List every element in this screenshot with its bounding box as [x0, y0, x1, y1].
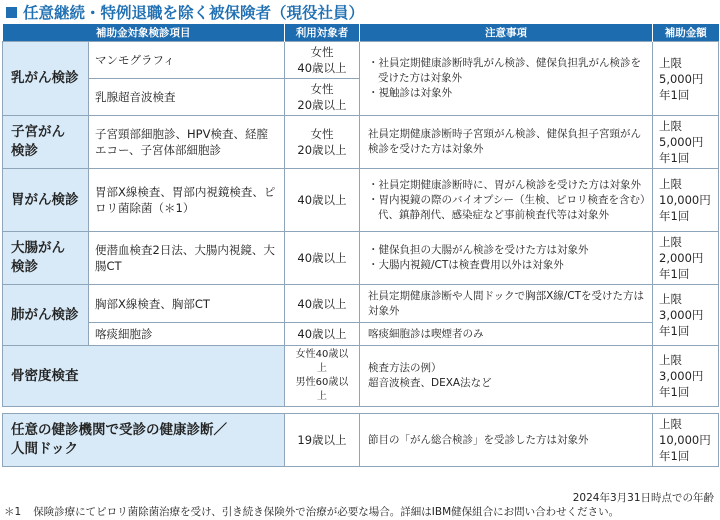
- table-row: [3, 169, 719, 232]
- table-row: [3, 232, 719, 285]
- note-item: ・ 大腸内視鏡/CTは検査費用以外は対象外: [368, 258, 646, 273]
- table-spacer: [3, 407, 719, 414]
- footnote-text: 保険診療にてピロリ菌除菌治療を受け、引き続き保険外で治療が必要な場合。詳細はIBM健保組合にお問い合わせください。: [33, 506, 620, 518]
- notes-bone: 検査方法の例） 超音波検査、DEXA法など: [360, 346, 653, 407]
- amount-checkup: 上限 10,000円 年1回: [653, 414, 719, 467]
- category-breast: 乳がん検診: [3, 42, 89, 116]
- amount-bone: 上限 3,000円 年1回: [653, 346, 719, 407]
- amount-bowel: 上限 2,000円 年1回: [653, 232, 719, 285]
- table-row: [3, 323, 719, 346]
- table-row: [3, 116, 719, 169]
- item-bowel: 便潜血検査2日法、大腸内視鏡、大腸CT: [89, 232, 285, 285]
- subsidy-table: [2, 24, 719, 467]
- users-sputum: 40歳以上: [285, 323, 360, 346]
- notes-lung-xray: 社員定期健康診断や人間ドックで胸部X線/CTを受けた方は対象外: [360, 285, 653, 323]
- category-bowel: 大腸がん 検診: [3, 232, 89, 285]
- amount-stomach: 上限 10,000円 年1回: [653, 169, 719, 232]
- as-of-note: 2024年3月31日時点での年齢: [572, 492, 714, 504]
- users-mammography: 女性 40歳以上: [285, 42, 360, 79]
- note-item: ・ 社員定期健康診断時に、胃がん検診を受けた方は対象外: [368, 178, 646, 193]
- item-stomach: 胃部X線検査、胃部内視鏡検査、ピロリ菌除菌（＊1）: [89, 169, 285, 232]
- note-item: ・ 胃内視鏡の際のバイオプシー（生検、ピロリ検査を含む）代、鎮静剤代、感染症など事前検査代等は対象外: [368, 193, 646, 223]
- users-bowel: 40歳以上: [285, 232, 360, 285]
- table-header-row: [3, 24, 719, 42]
- page-title-text: 任意継続・特例退職を除く被保険者（現役社員）: [23, 4, 365, 22]
- table-row: [3, 414, 719, 467]
- category-uterus: 子宮がん 検診: [3, 116, 89, 169]
- notes-list: [368, 56, 646, 101]
- users-bone: 女性40歳以上 男性60歳以上: [285, 346, 360, 407]
- item-ultrasound: 乳腺超音波検査: [89, 79, 285, 116]
- header-items: 補助金対象検診項目: [3, 24, 285, 42]
- item-sputum: 喀痰細胞診: [89, 323, 285, 346]
- item-lung-xray: 胸部X線検査、胸部CT: [89, 285, 285, 323]
- users-uterus: 女性 20歳以上: [285, 116, 360, 169]
- header-users: 利用対象者: [285, 24, 360, 42]
- notes-stomach: [360, 169, 653, 232]
- notes-list: [368, 178, 646, 223]
- users-checkup: 19歳以上: [285, 414, 360, 467]
- notes-bowel: [360, 232, 653, 285]
- footnote: [4, 504, 619, 519]
- users-stomach: 40歳以上: [285, 169, 360, 232]
- users-lung-xray: 40歳以上: [285, 285, 360, 323]
- users-ultrasound: 女性 20歳以上: [285, 79, 360, 116]
- title-square-icon: [6, 7, 17, 18]
- category-stomach: 胃がん検診: [3, 169, 89, 232]
- item-mammography: マンモグラフィ: [89, 42, 285, 79]
- notes-breast: [360, 42, 653, 116]
- header-amount: 補助金額: [653, 24, 719, 42]
- category-checkup: 任意の健診機関で受診の健康診断／ 人間ドック: [3, 414, 285, 467]
- table-row: [3, 42, 719, 79]
- amount-lung: 上限 3,000円 年1回: [653, 285, 719, 346]
- footnote-mark: ＊1: [4, 506, 22, 518]
- note-item: ・ 社員定期健康診断時乳がん検診、健保負担乳がん検診を受けた方は対象外: [368, 56, 646, 86]
- category-lung: 肺がん検診: [3, 285, 89, 346]
- note-item: ・ 視触診は対象外: [368, 86, 646, 101]
- page-title: [6, 2, 364, 22]
- category-bone: 骨密度検査: [3, 346, 285, 407]
- table-row: [3, 346, 719, 407]
- item-uterus: 子宮頸部細胞診、HPV検査、経膣エコー、子宮体部細胞診: [89, 116, 285, 169]
- amount-breast: 上限 5,000円 年1回: [653, 42, 719, 116]
- amount-uterus: 上限 5,000円 年1回: [653, 116, 719, 169]
- table-row: [3, 285, 719, 323]
- notes-list: [368, 243, 646, 273]
- notes-uterus: 社員定期健康診断時子宮頸がん検診、健保負担子宮頸がん検診を受けた方は対象外: [360, 116, 653, 169]
- notes-sputum: 喀痰細胞診は喫煙者のみ: [360, 323, 653, 346]
- header-notes: 注意事項: [360, 24, 653, 42]
- notes-checkup: 節目の「がん総合検診」を受診した方は対象外: [360, 414, 653, 467]
- note-item: ・ 健保負担の大腸がん検診を受けた方は対象外: [368, 243, 646, 258]
